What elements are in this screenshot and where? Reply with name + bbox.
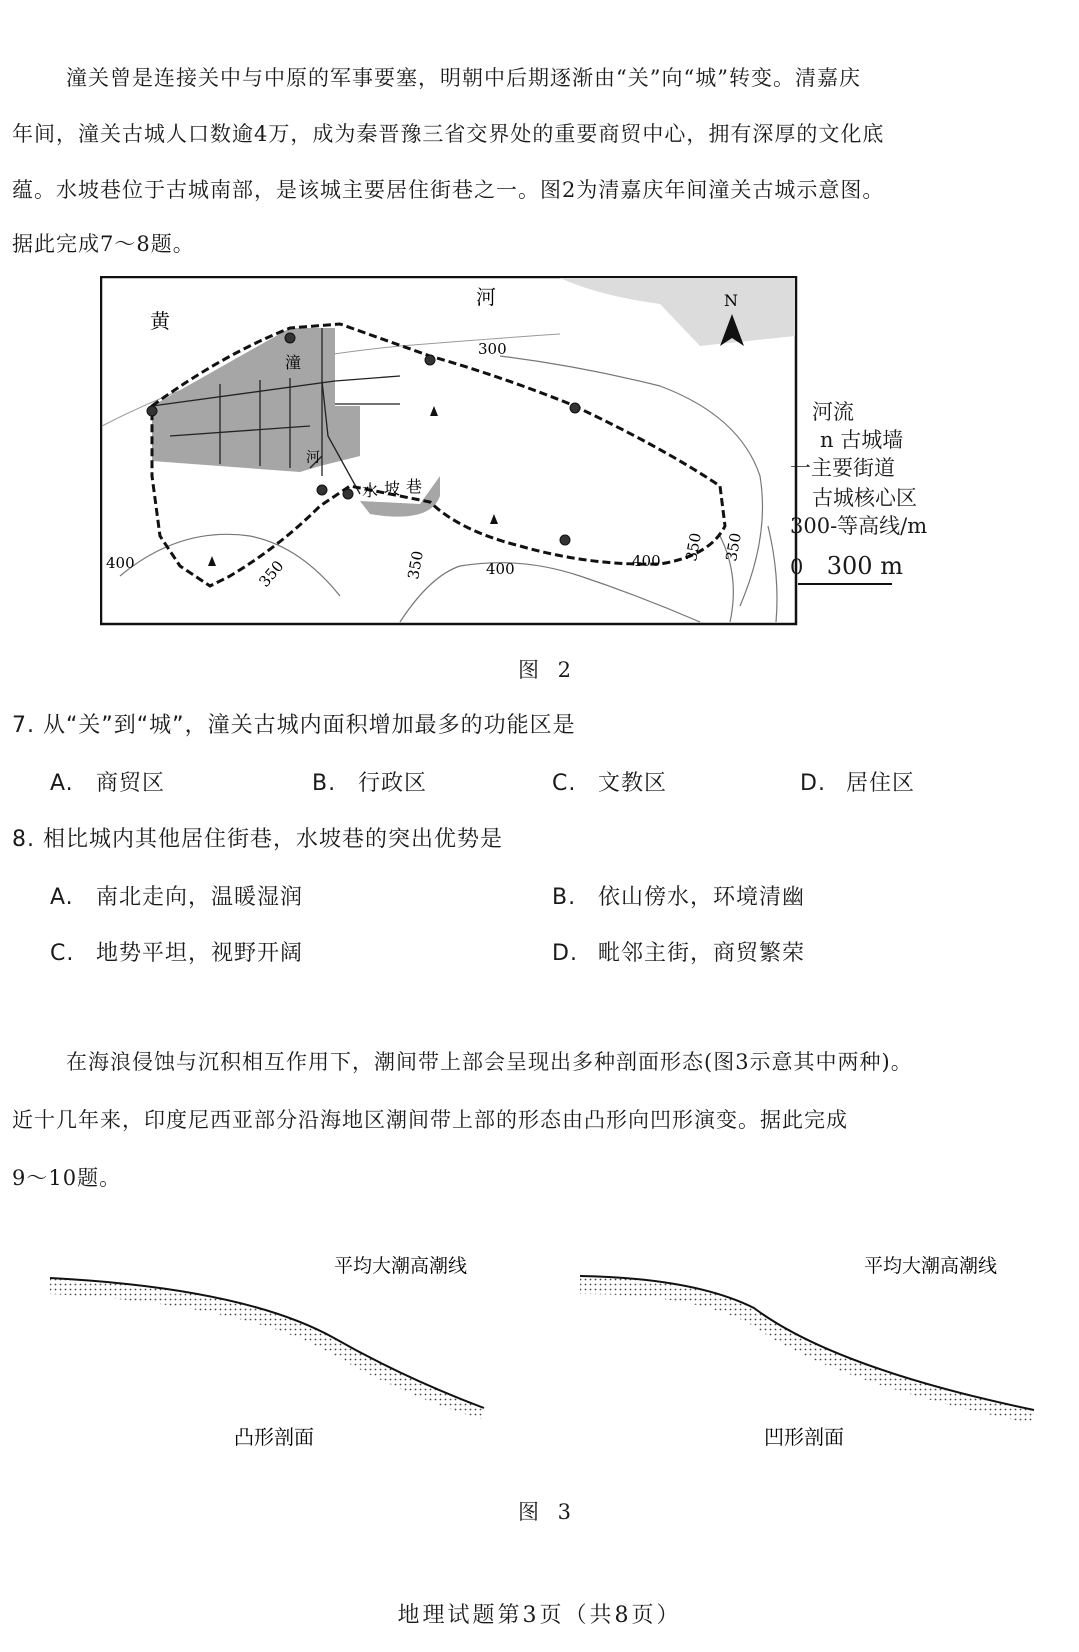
q8-option-b: B. 依山傍水，环境清幽 — [552, 885, 806, 910]
figure-2-caption: 图 2 — [518, 658, 578, 682]
passage-1-line-2: 年间，潼关古城人口数逾4万，成为秦晋豫三省交界处的重要商贸中心，拥有深厚的文化底 — [12, 122, 885, 146]
passage-1-line-4: 据此完成7～8题。 — [12, 232, 195, 256]
scale-bar — [796, 580, 896, 588]
passage-1-line-3: 蕴。水坡巷位于古城南部，是该城主要居住街巷之一。图2为清嘉庆年间潼关古城示意图。 — [12, 178, 885, 202]
q7-option-a: A. 商贸区 — [50, 771, 166, 796]
page-footer: 地理试题第3页（共8页） — [397, 1603, 682, 1628]
question-7-stem: 7. 从“关”到“城”，潼关古城内面积增加最多的功能区是 — [12, 713, 576, 738]
wall-symbol: n — [820, 428, 834, 452]
map-label-huang: 黄 — [150, 309, 170, 333]
legend-core: 古城核心区 — [812, 486, 917, 510]
contour-label-350-b: 350 — [404, 549, 427, 581]
legend-street — [790, 454, 895, 482]
contour-label-350-d: 350 — [722, 531, 745, 563]
map-label-tong: 潼 — [285, 353, 302, 372]
map-label-he2: 河 — [306, 450, 320, 466]
scale-value: 300 m — [826, 552, 903, 580]
legend-scale — [790, 552, 903, 581]
contour-label-350-c: 350 — [682, 531, 705, 563]
figure-3-caption: 图 3 — [518, 1500, 578, 1524]
q7-option-d: D. 居住区 — [800, 771, 916, 796]
legend-street-label: 主要街道 — [811, 456, 895, 480]
map-label-xiang: 巷 — [406, 477, 423, 496]
legend-river: 河流 — [812, 400, 854, 424]
q8-option-c: C. 地势平坦，视野开阔 — [50, 941, 304, 966]
map-label-he: 河 — [476, 285, 496, 309]
map-label-shui: 水 — [362, 481, 379, 500]
contour-label-400-left: 400 — [106, 554, 135, 572]
passage-2-line-2: 近十几年来，印度尼西亚部分沿海地区潮间带上部的形态由凸形向凹形演变。据此完成 — [12, 1108, 848, 1132]
q8-option-a: A. 南北走向，温暖湿润 — [50, 885, 304, 910]
contour-label-300: 300 — [478, 340, 507, 358]
convex-tide-line-label: 平均大潮高潮线 — [334, 1255, 468, 1277]
convex-profile-diagram — [44, 1248, 494, 1448]
contour-label-350-a: 350 — [255, 557, 288, 591]
concave-profile-caption: 凹形剖面 — [764, 1425, 844, 1448]
contour-label-400-right: 400 — [632, 552, 661, 570]
legend-wall-label: 古城墙 — [840, 428, 904, 452]
q8-option-d: D. 毗邻主街，商贸繁荣 — [552, 941, 806, 966]
concave-profile-diagram — [574, 1248, 1044, 1448]
legend-contour: 300-等高线/m — [790, 514, 928, 538]
passage-2-line-3: 9～10题。 — [12, 1166, 122, 1190]
concave-tide-line-label: 平均大潮高潮线 — [864, 1255, 998, 1277]
map-label-po: 坡 — [384, 479, 401, 498]
north-label: N — [724, 291, 738, 310]
contour-label-400-mid: 400 — [486, 560, 515, 578]
passage-2-line-1: 在海浪侵蚀与沉积相互作用下，潮间带上部会呈现出多种剖面形态(图3示意其中两种)。 — [66, 1050, 913, 1074]
question-8-stem: 8. 相比城内其他居住街巷，水坡巷的突出优势是 — [12, 827, 503, 852]
scale-zero: 0 — [790, 555, 804, 579]
legend-wall — [820, 426, 903, 454]
q7-option-c: C. 文教区 — [552, 771, 668, 796]
q7-option-b: B. 行政区 — [312, 771, 428, 796]
tongguan-map — [100, 276, 798, 626]
passage-1-line-1: 潼关曾是连接关中与中原的军事要塞，明朝中后期逐渐由“关”向“城”转变。清嘉庆 — [66, 66, 861, 90]
convex-profile-caption: 凸形剖面 — [234, 1425, 314, 1448]
street-symbol: 一 — [790, 456, 811, 480]
